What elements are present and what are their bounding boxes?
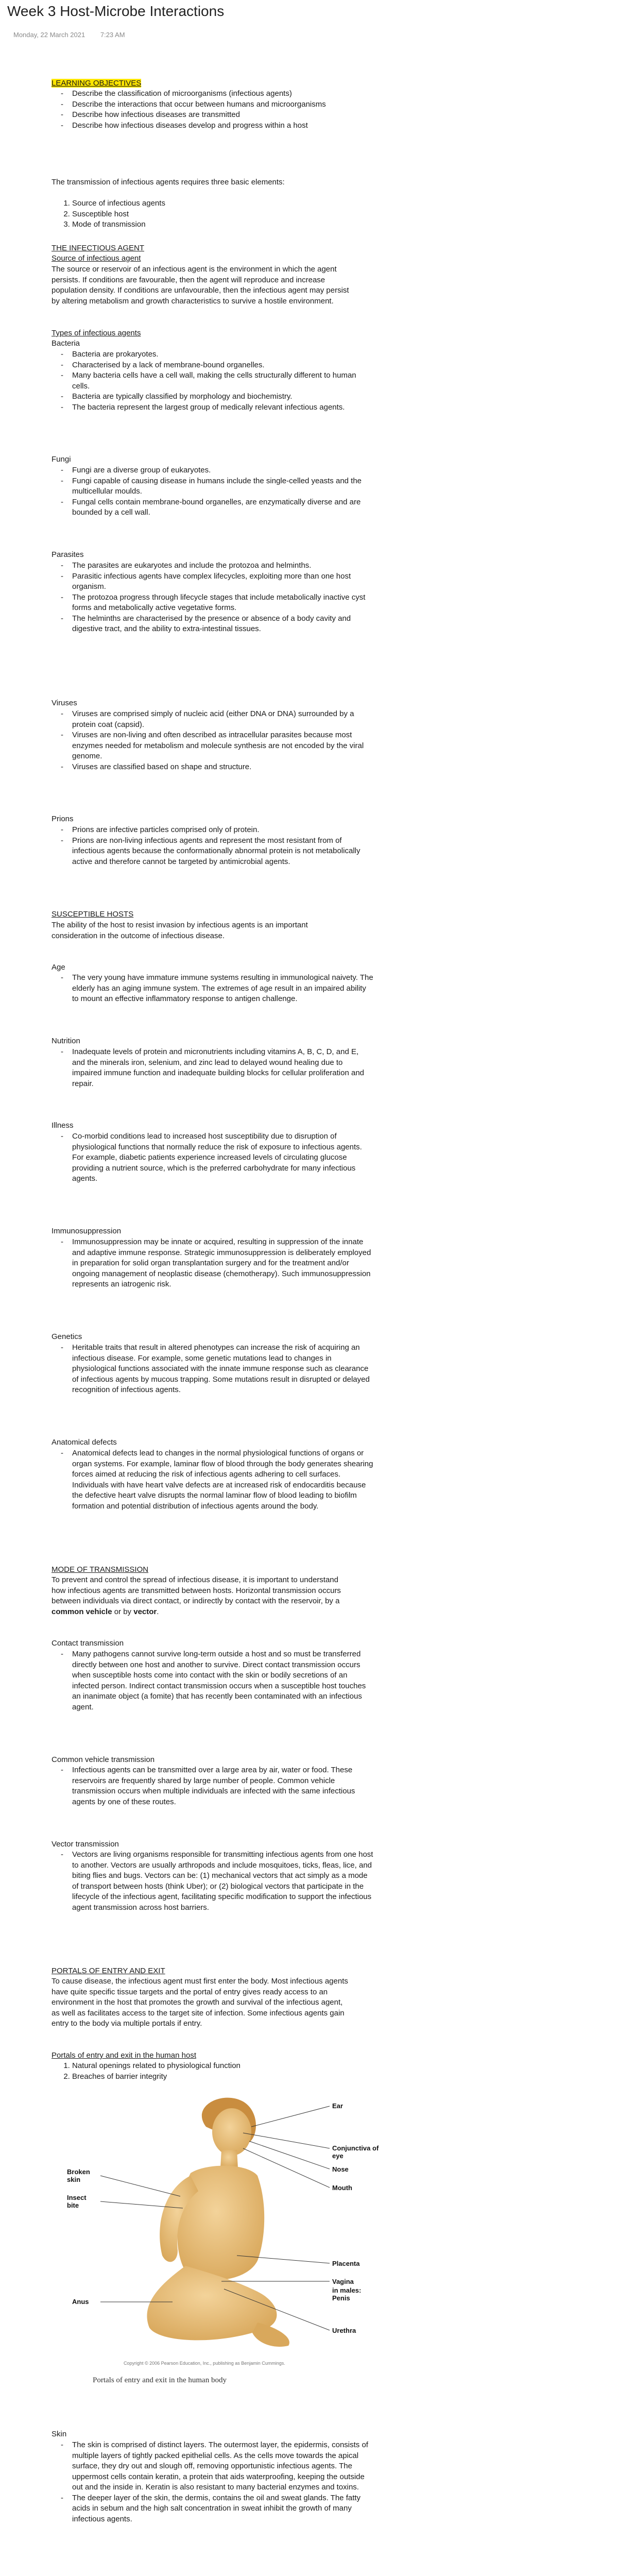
immuno-heading: Immunosuppression [52,1227,122,1235]
list-item: - Immunosuppression may be innate or acquired, resulting in suppression of the innate and adaptive immune response. Strategic immunosuppression is deliberately employed in preparation for solid organ transplantation surgery and for the treatment and/or ongoing management of neoplastic disease (chemotherapy). Such immunosuppression represents an iatrogenic risk. [72,1237,373,1290]
figure-copyright: Copyright © 2006 Pearson Education, Inc., publishing as Benjamin Cummings. [124,2361,285,2366]
anatomical-heading: Anatomical defects [52,1438,117,1447]
prions-heading: Prions [52,815,74,823]
list-item: - Viruses are comprised simply of nucleic acid (either DNA or DNA) surrounded by a protein coat (capsid). [72,709,373,730]
portals-heading: PORTALS OF ENTRY AND EXIT [52,1967,165,1975]
contact-list [52,1649,373,1713]
list-item: - Inadequate levels of protein and micronutrients including vitamins A, B, C, D, and E, and the minerals iron, selenium, and zinc lead to delayed wound healing due to impaired immune function and inadequate building blocks for cellular proliferation and repair. [72,1047,373,1089]
intro-list [52,198,373,230]
label-penis: in males: Penis [332,2286,362,2302]
vector-list [52,1850,373,1913]
fungi-list [52,465,373,518]
list-item: - The protozoa progress through lifecycle stages that include metabolically inactive cyst forms and metabolically active vegetative forms. [72,592,373,614]
list-item: - Vectors are living organisms responsible for transmitting infectious agents from one host to another. Vectors are usually arthropods and include mosquitoes, ticks, fleas, lice, and biting flies and bugs. Vectors can be: (1) mechanical vectors that act simply as a mode of transport between hosts (think Uber); or (2) biological vectors that participate in the lifecycle of the infectious agent, facilitating specific modification to support the infectious agent transmission across host barriers. [72,1850,373,1913]
viruses-heading: Viruses [52,699,77,707]
label-conjunctiva: Conjunctiva of eye [332,2144,379,2160]
list-item: - Many pathogens cannot survive long-term outside a host and so must be transferred directly between one host and another to survive. Direct contact transmission occurs when susceptible hosts come into contact with the skin or bodily secretions of an infected person. Indirect contact transmission occurs when a susceptible host touches an inanimate object (a fomite) that has recently been contaminated with an infectious agent. [72,1649,373,1713]
vehicle-heading: Common vehicle transmission [52,1755,155,1764]
note-meta [13,31,125,39]
illness-list [52,1131,373,1184]
hosts-text: The ability of the host to resist invasion by infectious agents is an important consideration in the outcome of infectious disease. [52,921,308,940]
list-item: 2. Breaches of barrier integrity [72,2072,373,2082]
prions-list [52,825,373,867]
vehicle-list [52,1765,373,1807]
viruses-list [52,709,373,772]
transmission-heading: MODE OF TRANSMISSION [52,1565,149,1574]
list-item: - Co-morbid conditions lead to increased host susceptibility due to disruption of physiological functions that normally reduce the risk of exposure to infectious agents. For example, diabetic patients experience increased levels of circulating glucose providing a nutrient source, which is the preferred carbohydrate for many infectious agents. [72,1131,373,1184]
list-item: - Viruses are classified based on shape and structure. [72,762,373,773]
list-item: - Characterised by a lack of membrane-bound organelles. [72,360,373,371]
parasites-heading: Parasites [52,550,84,559]
list-item: 1. Source of infectious agents [72,198,373,209]
list-item: - The skin is comprised of distinct layers. The outermost layer, the epidermis, consists of multiple layers of tightly packed epithelial cells. As the cells move towards the apical surface, they dry out and slough off, removing opportunistic infectious agents. The uppermost cells contain keratin, a protein that aids waterproofing, keeping the outside out and the inside in. Keratin is also resistant to many bacterial enzymes and toxins. [72,2440,373,2493]
list-item: - The deeper layer of the skin, the dermis, contains the oil and sweat glands. The fatty acids in sebum and the high salt concentration in sweat inhibit the growth of many infectious agents. [72,2493,373,2525]
list-item: 2. Susceptible host [72,209,373,220]
portals-text: To cause disease, the infectious agent must first enter the body. Most infectious agents have quite specific tissue targets and the portal of entry gives ready access to an environment in the host that promotes the growth and survival of the infectious agent, as well as facilitates access to the target site of infection. Some infectious agents gain entry to the body via multiple portals if entry. [52,1977,348,2028]
portals-subheading: Portals of entry and exit in the human host [52,2051,196,2060]
list-item: - Describe the interactions that occur between humans and microorganisms [72,99,373,110]
age-heading: Age [52,963,65,972]
label-anus: Anus [72,2298,89,2306]
list-item: - Heritable traits that result in altered phenotypes can increase the risk of acquiring an infectious disease. For example, some genetic mutations lead to changes in physiological functions associated with the innate immune response such as clearance of infectious agents by mucous trapping. Some mutations result in disrupted or delayed recognition of infectious agents. [72,1343,373,1396]
immuno-list [52,1237,373,1290]
genetics-heading: Genetics [52,1332,82,1341]
label-mouth: Mouth [332,2184,352,2192]
hosts-heading: SUSCEPTIBLE HOSTS [52,910,134,919]
types-heading: Types of infectious agents [52,329,141,337]
list-item: 3. Mode of transmission [72,219,373,230]
list-item: - Viruses are non-living and often described as intracellular parasites because most enzymes needed for metabolism and molecule synthesis are not encoded by the viral genome. [72,730,373,762]
skin-heading: Skin [52,2430,67,2438]
skin-list [52,2440,373,2524]
list-item: - Bacteria are typically classified by morphology and biochemistry. [72,392,373,402]
fungi-heading: Fungi [52,455,71,464]
head-shape [212,2108,251,2156]
list-item: - Many bacteria cells have a cell wall, making the cells structurally different to human cells. [72,370,373,392]
agents-subheading: Source of infectious agent [52,254,141,263]
vector-heading: Vector transmission [52,1840,119,1849]
anatomical-list [52,1448,373,1512]
list-item: - Fungi are a diverse group of eukaryotes. [72,465,373,476]
bacteria-heading: Bacteria [52,339,80,348]
list-item: - Describe how infectious diseases develop and progress within a host [72,121,373,131]
transmission-text: To prevent and control the spread of infectious disease, it is important to understand how infectious agents are transmitted between hosts. Horizontal transmission occurs between individuals via direct contact, or indirectly by contact with the reservoir, by a common vehicle or by vector. [52,1575,341,1616]
parasites-list [52,561,373,635]
list-item: - Infectious agents can be transmitted over a large area by air, water or food. These reservoirs are frequently shared by large number of people. Common vehicle transmission occurs when multiple individuals are infected with the same infectious agents by one of these routes. [72,1765,373,1807]
list-item: - Bacteria are prokaryotes. [72,349,373,360]
label-nose: Nose [332,2165,349,2173]
label-insect-bite: Insect bite [67,2194,87,2209]
neck-shape [220,2150,238,2168]
label-placenta: Placenta [332,2260,360,2267]
list-item: - Prions are non-living infectious agents and represent the most resistant from of infectious agents because the conformationally abnormal protein is not metabolically active and therefore cannot be targeted by antimicrobial agents. [72,836,373,868]
label-ear: Ear [332,2102,343,2110]
list-item: - Describe how infectious diseases are transmitted [72,110,373,121]
bacteria-list [52,349,373,413]
genetics-list [52,1343,373,1396]
foot-shape [252,2323,289,2347]
list-item: - Parasitic infectious agents have complex lifecycles, exploiting more than one host organism. [72,571,373,592]
illness-heading: Illness [52,1121,74,1130]
label-urethra: Urethra [332,2327,356,2334]
figure-caption: Portals of entry and exit in the human body [93,2376,227,2384]
list-item: - Describe the classification of microorganisms (infectious agents) [72,89,373,99]
agents-heading: THE INFECTIOUS AGENT [52,244,145,252]
list-item: - The bacteria represent the largest group of medically relevant infectious agents. [72,402,373,413]
objectives-heading: LEARNING OBJECTIVES [52,79,142,88]
list-item: - Prions are infective particles comprised only of protein. [72,825,373,836]
note-date: Monday, 22 March 2021 [13,31,85,39]
nutrition-list [52,1047,373,1089]
note-time: 7:23 AM [100,31,125,39]
objectives-list [52,89,373,131]
page-title: Week 3 Host-Microbe Interactions [7,3,225,19]
label-vagina: Vagina [332,2278,354,2285]
list-item: - The helminths are characterised by the presence or absence of a body cavity and digestive tract, and the ability to extra-intestinal tissues. [72,614,373,635]
nutrition-heading: Nutrition [52,1037,80,1045]
list-item: - Anatomical defects lead to changes in the normal physiological functions of organs or organ systems. For example, laminar flow of blood through the body generates shearing forces aimed at reducing the risk of infectious agents adhering to cell surfaces. Individuals with have heart valve defects are at increased risk of endocarditis because the defective heart valve disrupts the normal laminar flow of blood leading to biofilm formation and potential distribution of infectious agents around the body. [72,1448,373,1512]
age-list [52,973,373,1005]
agents-text: The source or reservoir of an infectious agent is the environment in which the agent persists. If conditions are favourable, then the agent will reproduce and increase population density. If conditions are unfavourable, then the infectious agent may persist by altering metabolism and growth characteristics to survive a hostile environment. [52,265,349,306]
list-item: - Fungi capable of causing disease in humans include the single-celled yeasts and the multicellular moulds. [72,476,373,497]
human-body-illustration [52,2086,381,2364]
portals-figure [52,2086,381,2364]
label-broken-skin: Broken skin [67,2168,90,2183]
list-item: - The parasites are eukaryotes and include the protozoa and helminths. [72,561,373,571]
contact-heading: Contact transmission [52,1639,124,1648]
intro-text: The transmission of infectious agents requires three basic elements: [52,178,285,187]
list-item: - Fungal cells contain membrane-bound organelles, are enzymatically diverse and are bounded by a cell wall. [72,497,373,518]
list-item: 1. Natural openings related to physiological function [72,2061,373,2072]
list-item: - The very young have immature immune systems resulting in immunological naivety. The elderly has an aging immune system. The extremes of age result in an impaired ability to mount an effective inflammatory response to antigen challenge. [72,973,373,1005]
portals-list [52,2061,373,2082]
